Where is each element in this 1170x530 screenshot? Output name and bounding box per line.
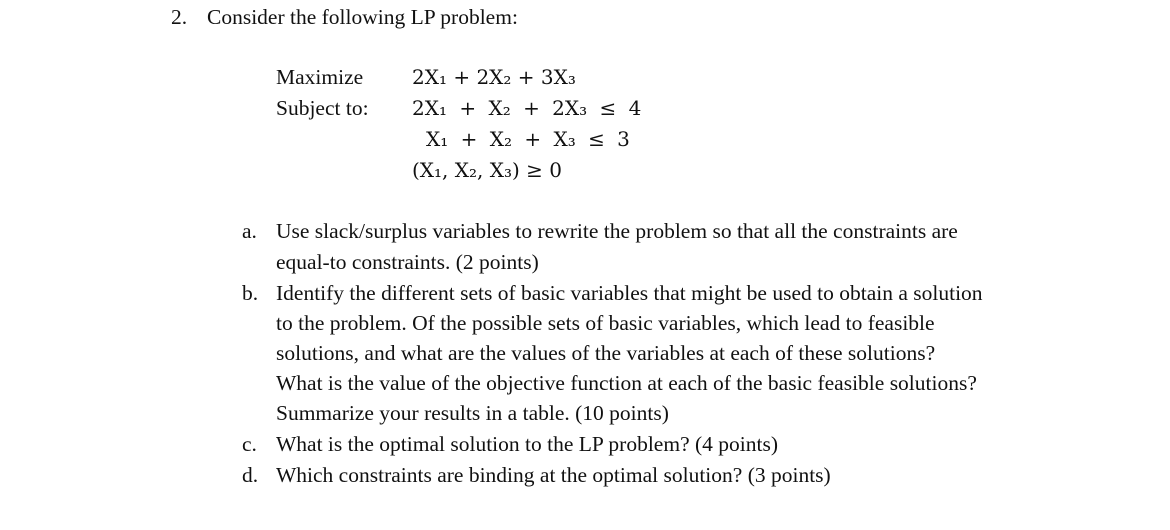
question-intro: Consider the following LP problem: [207, 5, 518, 29]
part-a-line-1: Use slack/surplus variables to rewrite the problem so that all the constraints are [276, 219, 958, 243]
objective-function: 2X₁ + 2X₂ + 3X₃ [412, 65, 576, 89]
part-a-line-2: equal-to constraints. (2 points) [276, 250, 539, 274]
part-b-line-3: solutions, and what are the values of the variables at each of these solutions? [276, 341, 936, 365]
part-b-line-5: Summarize your results in a table. (10 points) [276, 401, 669, 425]
part-b-line-2: to the problem. Of the possible sets of basic variables, which lead to feasible [276, 311, 935, 335]
part-b-line-1: Identify the different sets of basic variables that might be used to obtain a solution [276, 281, 983, 305]
nonnegativity-constraint: (X₁, X₂, X₃) ≥ 0 [412, 158, 562, 182]
part-c-marker: c. [242, 432, 257, 456]
part-d-line-1: Which constraints are binding at the optimal solution? (3 points) [276, 463, 831, 487]
subject-to-label: Subject to: [276, 96, 369, 120]
constraint-2: X₁ + X₂ + X₃ ≤ 3 [426, 127, 630, 151]
maximize-label: Maximize [276, 65, 364, 89]
part-a-marker: a. [242, 219, 257, 243]
part-b-marker: b. [242, 281, 259, 305]
constraint-1: 2X₁ + X₂ + 2X₃ ≤ 4 [412, 96, 642, 120]
question-number: 2. [171, 5, 188, 29]
part-b-line-4: What is the value of the objective function at each of the basic feasible solutions? [276, 371, 977, 395]
part-c-line-1: What is the optimal solution to the LP problem? (4 points) [276, 432, 778, 456]
part-d-marker: d. [242, 463, 259, 487]
